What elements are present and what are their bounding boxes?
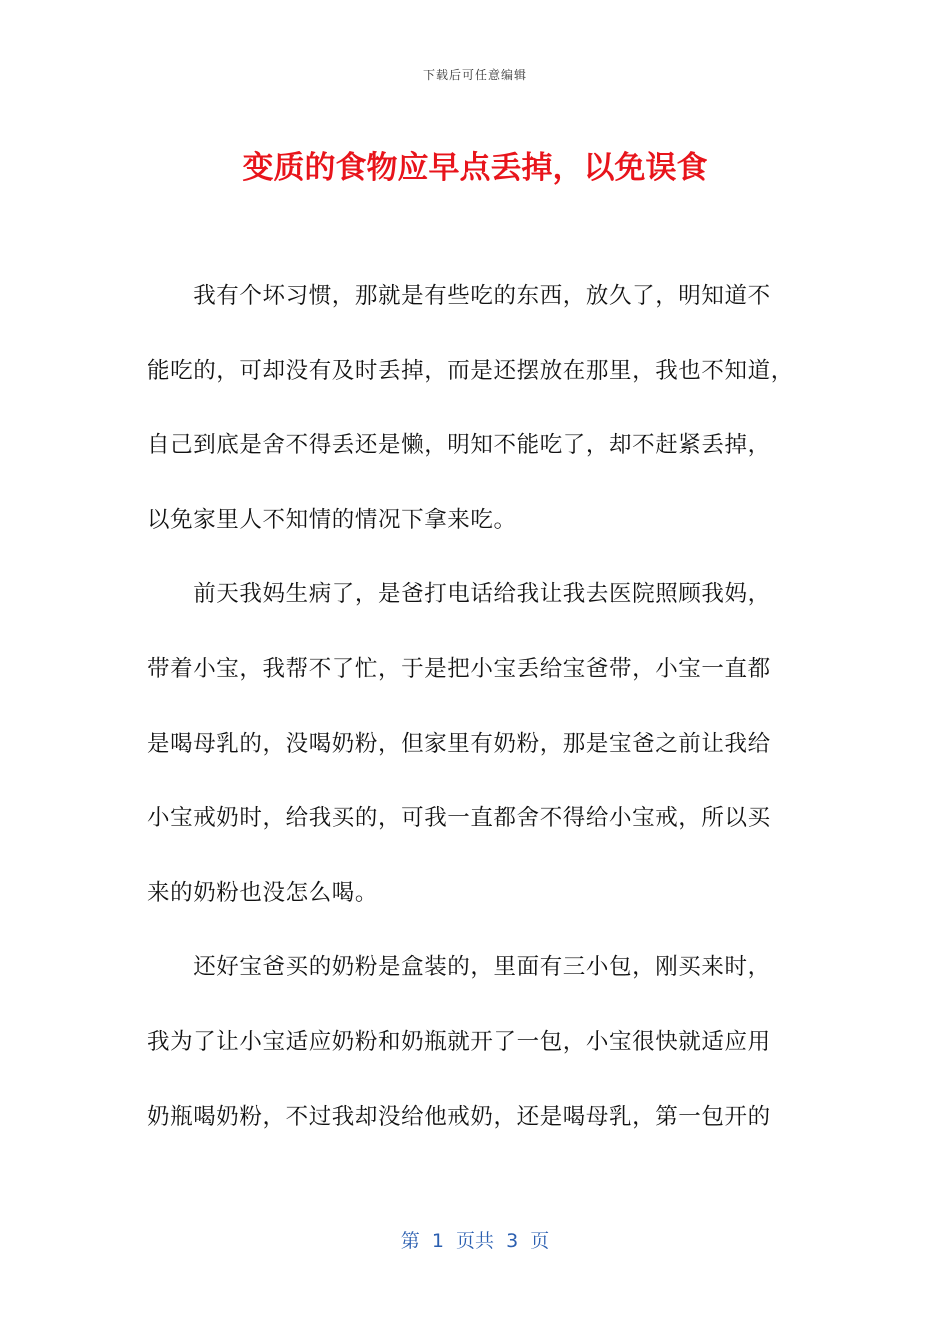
document-body: [147, 274, 807, 1169]
page-footer: 第 1 页共 3 页: [400, 1230, 550, 1252]
body-line: 带着小宝，我帮不了忙，于是把小宝丢给宝爸带，小宝一直都: [147, 655, 771, 682]
body-line: 奶瓶喝奶粉，不过我却没给他戒奶，还是喝母乳，第一包开的: [147, 1103, 771, 1130]
header-note: 下载后可任意编辑: [422, 68, 527, 82]
body-line: 自己到底是舍不得丢还是懒，明知不能吃了，却不赶紧丢掉，: [147, 432, 771, 459]
body-line: 还好宝爸买的奶粉是盒装的，里面有三小包，刚买来时，: [147, 954, 771, 981]
body-line: 小宝戒奶时，给我买的，可我一直都舍不得给小宝戒，所以买: [147, 805, 771, 832]
body-line: 来的奶粉也没怎么喝。: [147, 879, 379, 906]
body-line: 前天我妈生病了，是爸打电话给我让我去医院照顾我妈，: [147, 581, 771, 608]
body-line: 以免家里人不知情的情况下拿来吃。: [147, 506, 517, 533]
body-line: 我为了让小宝适应奶粉和奶瓶就开了一包，小宝很快就适应用: [147, 1028, 771, 1055]
document-title: 变质的食物应早点丢掉，以免误食: [242, 150, 708, 186]
body-line: 是喝母乳的，没喝奶粉，但家里有奶粉，那是宝爸之前让我给: [147, 730, 771, 757]
body-line: 能吃的，可却没有及时丢掉，而是还摆放在那里，我也不知道，: [147, 357, 794, 384]
body-line: 我有个坏习惯，那就是有些吃的东西，放久了，明知道不: [147, 283, 771, 309]
